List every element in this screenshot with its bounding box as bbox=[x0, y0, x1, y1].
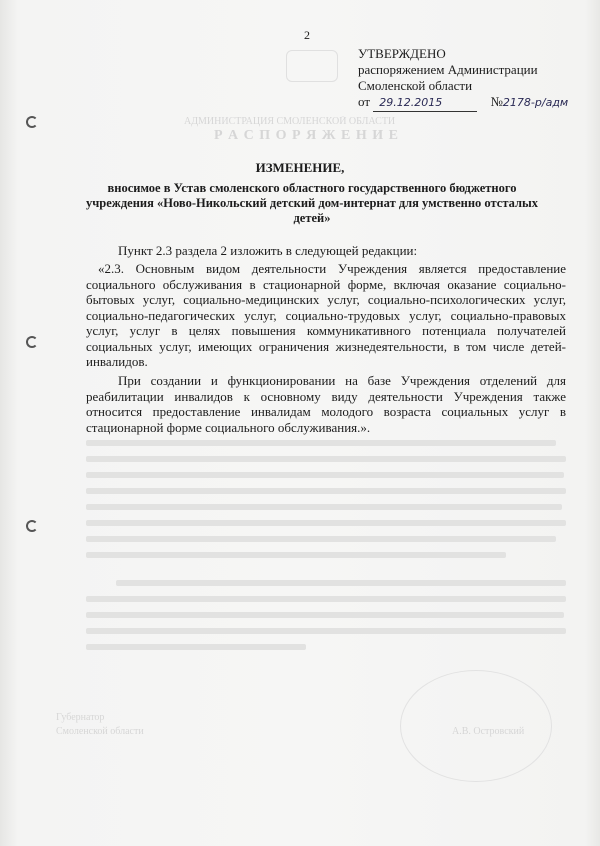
bleed-through-header: АДМИНИСТРАЦИЯ СМОЛЕНСКОЙ ОБЛАСТИ bbox=[184, 116, 396, 127]
bleed-through-line bbox=[86, 472, 564, 478]
bleed-through-line bbox=[86, 612, 564, 618]
approval-number-prefix: № bbox=[490, 94, 503, 109]
approval-authority: распоряжением Администрации bbox=[358, 62, 538, 77]
bleed-through-emblem bbox=[286, 50, 338, 82]
bleed-through-line bbox=[86, 552, 506, 558]
paragraph-intro: Пункт 2.3 раздела 2 изложить в следующей редакции: bbox=[118, 243, 418, 258]
approval-block bbox=[358, 46, 568, 112]
paragraph-rehabilitation: При создании и функционировании на базе Учреждения отделений для реабилитации инвалидов к основному виду деятельности Учреждения также относится предоставление инвалидам молодого возраста социальных услуг в стационарной форме социального обслуживания.». bbox=[86, 373, 566, 435]
approval-date-prefix: от bbox=[358, 94, 371, 109]
approval-number: 2178-р/адм bbox=[502, 96, 569, 109]
bleed-through-signature-name: А.В. Островский bbox=[452, 726, 525, 737]
page-number: 2 bbox=[304, 28, 310, 42]
document-title: ИЗМЕНЕНИЕ, bbox=[255, 160, 345, 175]
paragraph-clause-2-3: «2.3. Основным видом деятельности Учреждения является предоставление социального обслуживания в стационарной форме, включая оказание социально-бытовых услуг, социально-медицинских услуг, социально-психологических услуг, социально-педагогических услуг, социально-трудовых услуг, социально-правовых услуг, услуг в целях повышения коммуникативного потенциала получателей социальных услуг, имеющих ограничения жизнедеятельности, в том числе детей-инвалидов. bbox=[86, 261, 566, 369]
punch-hole bbox=[26, 520, 38, 532]
bleed-through-heading: Р А С П О Р Я Ж Е Н И Е bbox=[214, 130, 400, 142]
bleed-through-line bbox=[86, 520, 566, 526]
approval-date: 29.12.2015 bbox=[373, 95, 477, 112]
bleed-through-line bbox=[116, 580, 566, 586]
approval-date-line bbox=[358, 94, 568, 112]
bleed-through-line bbox=[86, 644, 306, 650]
subtitle-line: вносимое в Устав смоленского областного государственного бюджетного bbox=[107, 181, 517, 195]
bleed-through-line bbox=[86, 536, 556, 542]
bleed-through-seal bbox=[400, 670, 552, 782]
punch-hole bbox=[26, 336, 38, 348]
bleed-through-line bbox=[86, 628, 566, 634]
document-subtitle bbox=[64, 181, 560, 226]
approval-region: Смоленской области bbox=[358, 78, 473, 93]
bleed-through-line bbox=[86, 440, 556, 446]
bleed-through-line bbox=[86, 488, 566, 494]
bleed-through-line bbox=[86, 596, 566, 602]
subtitle-line: детей» bbox=[293, 211, 331, 225]
subtitle-line: учреждения «Ново-Никольский детский дом-интернат для умственно отсталых bbox=[85, 196, 539, 210]
approval-title: УТВЕРЖДЕНО bbox=[358, 46, 446, 61]
bleed-through-signature-title: Губернатор bbox=[56, 712, 105, 723]
bleed-through-line bbox=[86, 504, 562, 510]
punch-hole bbox=[26, 116, 38, 128]
bleed-through-signature-region: Смоленской области bbox=[56, 726, 144, 737]
bleed-through-line bbox=[86, 456, 566, 462]
